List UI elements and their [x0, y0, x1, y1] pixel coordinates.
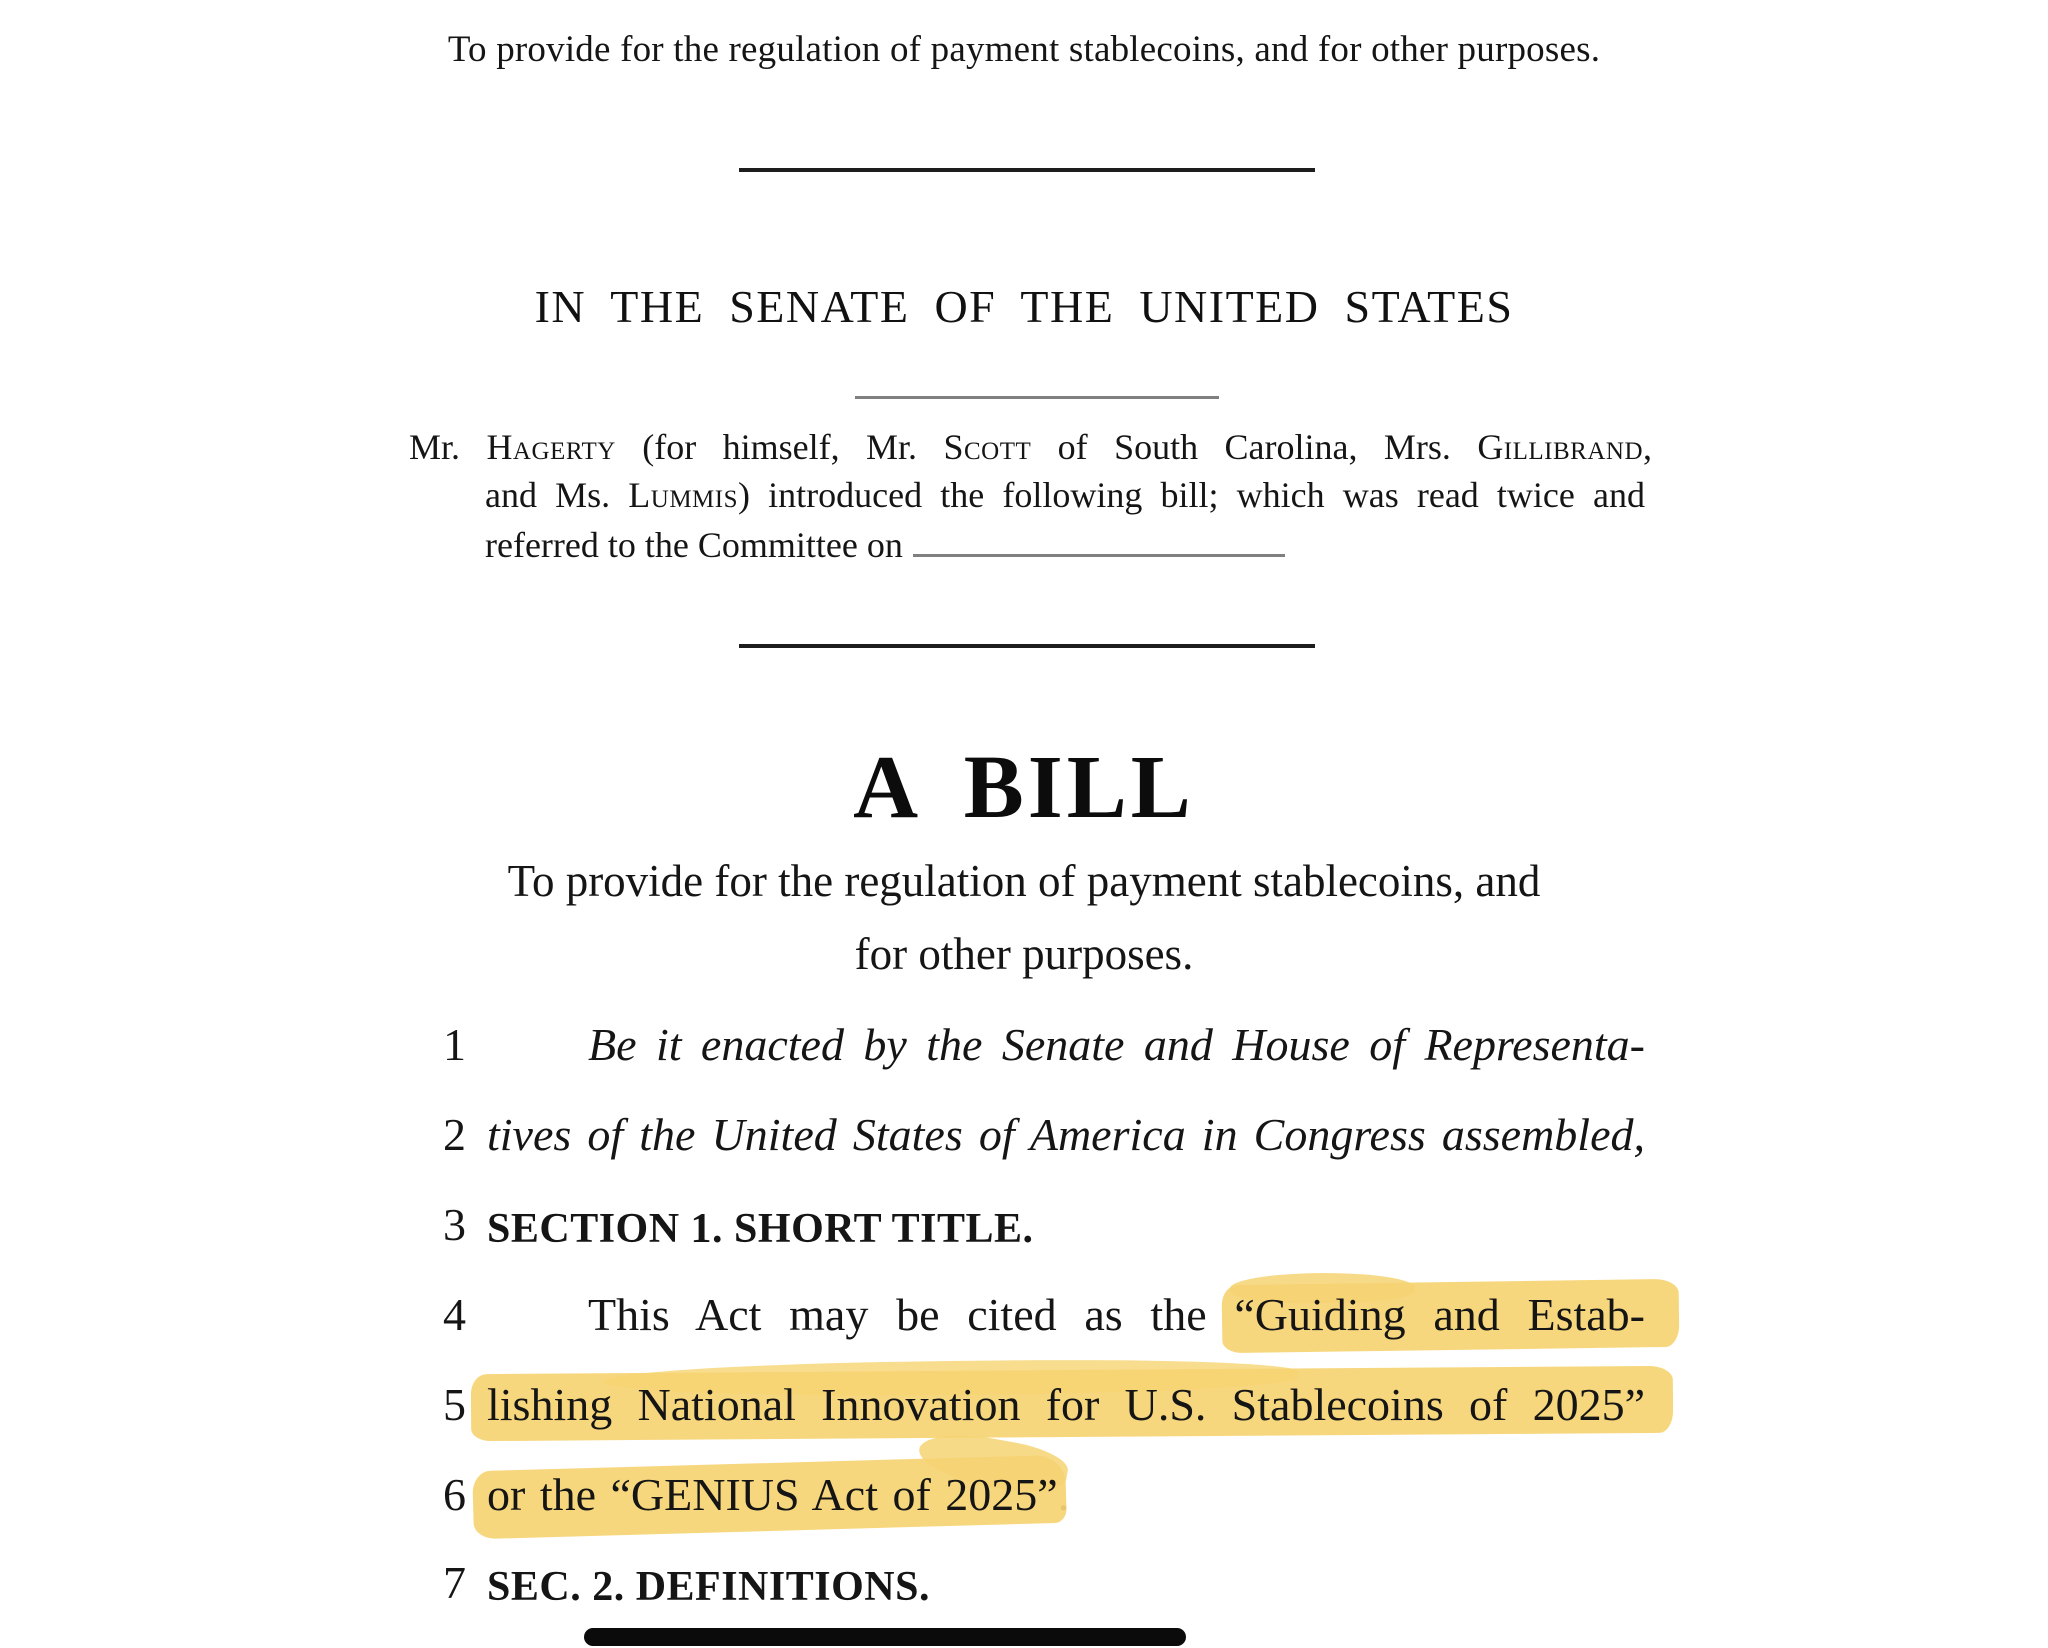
divider-rule-bill [739, 644, 1315, 648]
sponsor-name-scott: Scott [943, 427, 1032, 467]
sponsor-name-hagerty: Hagerty [486, 427, 616, 467]
line-number-4: 4 [443, 1289, 466, 1340]
sponsor-line-2 [485, 472, 1645, 518]
bill-heading: A BILL [853, 738, 1195, 837]
sponsor-line-1 [409, 424, 1652, 470]
line-number-2: 2 [443, 1109, 466, 1160]
bill-line-4 [588, 1286, 1645, 1344]
divider-rule-chamber [855, 396, 1219, 399]
line-number-6: 6 [443, 1469, 466, 1520]
purpose-header: To provide for the regulation of payment stablecoins, and for other purposes. [447, 29, 1601, 70]
bill-preamble-line-1: To provide for the regulation of payment stablecoins, and [507, 856, 1541, 906]
committee-label: referred to the Committee on [485, 525, 903, 565]
sponsor-text: and Ms. [485, 475, 629, 515]
bill-line-1: Be it enacted by the Senate and House of Representa- [588, 1019, 1645, 1070]
line-number-3: 3 [443, 1199, 466, 1250]
sponsor-text: Mr. [409, 427, 487, 467]
line-number-7: 7 [443, 1557, 466, 1608]
section-1-heading: SECTION 1. SHORT TITLE. [487, 1206, 1034, 1252]
committee-blank-underline [913, 520, 1285, 557]
highlighted-phrase-line-5: lishing National Innovation for U.S. Stablecoins of 2025” [487, 1379, 1645, 1430]
line-number-1: 1 [443, 1019, 466, 1070]
sponsor-name-lummis: Lummis [628, 475, 739, 515]
highlighted-phrase-line-4: “Guiding and Estab- [1234, 1289, 1645, 1340]
sponsor-text: (for himself, Mr. [615, 427, 944, 467]
bill-line-2: tives of the United States of America in Congress assembled, [487, 1109, 1645, 1160]
sponsor-line-3 [485, 520, 1685, 568]
line-4-text: This Act may be cited as the [588, 1289, 1235, 1340]
sponsor-text: of South Carolina, Mrs. [1031, 427, 1478, 467]
sponsor-text: ) introduced the following bill; which was read twice and [738, 475, 1646, 515]
chamber-heading: IN THE SENATE OF THE UNITED STATES [534, 281, 1514, 332]
page-bottom-bar [584, 1628, 1186, 1646]
bill-line-6 [487, 1466, 1787, 1524]
bill-preamble-line-2: for other purposes. [854, 929, 1194, 979]
sponsor-name-gillibrand: Gillibrand [1477, 427, 1644, 467]
divider-rule-top [739, 168, 1315, 172]
highlighted-phrase-genius-act: or the “GENIUS Act of 2025” [487, 1469, 1058, 1520]
section-2-heading: SEC. 2. DEFINITIONS. [487, 1564, 930, 1610]
sponsor-text: , [1643, 427, 1653, 467]
bill-line-5 [487, 1376, 1645, 1434]
line-6-period: . [1057, 1469, 1070, 1520]
line-number-5: 5 [443, 1379, 466, 1430]
